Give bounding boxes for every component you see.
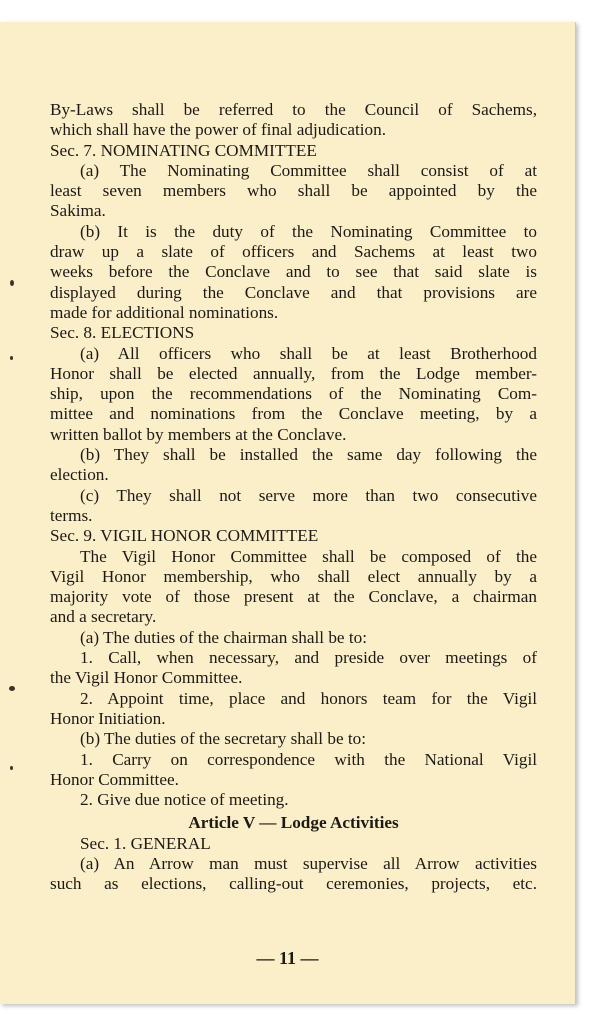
text-line: which shall have the power of final adjudication. (50, 120, 387, 140)
text-line: 1. Carry on correspondence with the National Vigil (80, 749, 537, 769)
text-line: (b) They shall be installed the same day following the (80, 445, 537, 465)
text-line: (a) An Arrow man must supervise all Arrow activities (80, 853, 537, 873)
text-line: weeks before the Conclave and to see that said slate is (50, 262, 537, 282)
text-line: (b) The duties of the secretary shall be to: (80, 729, 367, 749)
text-line: such as elections, calling-out ceremonies, projects, etc. (50, 874, 537, 894)
text-line: and a secretary. (50, 607, 157, 627)
text-line: mittee and nominations from the Conclave meeting, by a (50, 404, 537, 424)
section-heading: Sec. 8. ELECTIONS (50, 323, 195, 343)
text-line: Sakima. (50, 201, 106, 221)
text-line: majority vote of those present at the Conclave, a chairman (50, 587, 537, 607)
text-line: made for additional nominations. (50, 302, 279, 322)
text-line: The Vigil Honor Committee shall be composed of the (80, 546, 537, 566)
text-line: Honor Initiation. (50, 708, 166, 728)
section-heading: Sec. 9. VIGIL HONOR COMMITTEE (50, 526, 319, 546)
text-line: Vigil Honor membership, who shall elect annually by a (50, 566, 537, 586)
text-line: 2. Give due notice of meeting. (80, 790, 289, 810)
text-line: 2. Appoint time, place and honors team for the Vigil (80, 688, 537, 708)
text-line: written ballot by members at the Conclave. (50, 424, 347, 444)
text-line: (a) The Nominating Committee shall consist of at (80, 160, 537, 180)
margin-ink-mark (10, 280, 14, 286)
margin-ink-mark (10, 356, 13, 360)
text-line: draw up a slate of officers and Sachems at least two (50, 242, 537, 262)
text-line: least seven members who shall be appointed by the (50, 181, 537, 201)
margin-ink-mark (9, 686, 15, 691)
text-line: (c) They shall not serve more than two consecutive (80, 485, 537, 505)
text-line: ship, upon the recommendations of the Nominating Com- (50, 384, 537, 404)
text-line: displayed during the Conclave and that provisions are (50, 282, 537, 302)
text-line: Honor Committee. (50, 769, 179, 789)
text-line: (a) The duties of the chairman shall be to: (80, 627, 368, 647)
text-line: (b) It is the duty of the Nominating Committee to (80, 221, 537, 241)
section-heading: Sec. 7. NOMINATING COMMITTEE (50, 140, 317, 160)
text-line: Honor shall be elected annually, from the Lodge member- (50, 363, 537, 383)
text-line: terms. (50, 505, 93, 525)
text-line: By-Laws shall be referred to the Council of Sachems, (50, 100, 537, 119)
section-heading: Sec. 1. GENERAL (80, 833, 211, 853)
document-body (50, 100, 537, 895)
section-heading: Article V — Lodge Activities (188, 813, 399, 833)
text-line: the Vigil Honor Committee. (50, 668, 243, 688)
page-number: — 11 — (256, 948, 319, 968)
text-line: election. (50, 465, 109, 485)
margin-ink-mark (10, 766, 13, 770)
text-line: 1. Call, when necessary, and preside over meetings of (80, 648, 537, 668)
text-line: (a) All officers who shall be at least Brotherhood (80, 343, 537, 363)
